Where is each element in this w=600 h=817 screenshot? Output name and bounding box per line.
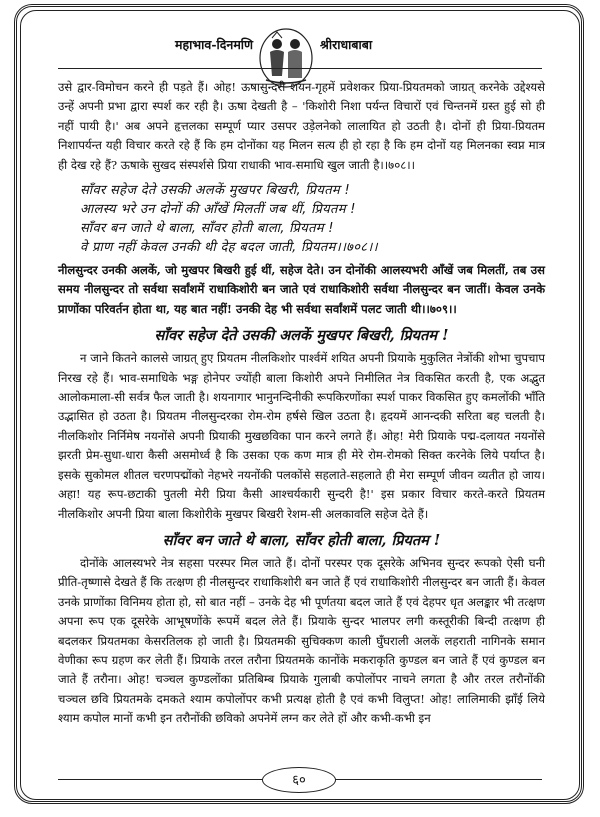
paragraph-2: नीलसुन्दर उनकी अलकें, जो मुखपर बिखरी हुई थीं, सहेज देते। उन दोनोंकी आलस्यभरी आँखें जब मिलतीं, तब उस समय नीलसुन्दर तो सर्वथा सर्वांशमें राधाकिशोरी बन जाते एवं राधाकिशोरी सर्वथा नीलसुन्दर बन जातीं। केवल उनके प्राणोंका परिवर्तन होता था, यह बात नहीं! उनकी देह भी सर्वथा सर्वांशमें पलट जाती थी।।७०९।। — [58, 263, 545, 316]
verse-line-2: आलस्य भरे उन दोनों की आँखें मिलतीं जब थीं, प्रियतम ! — [80, 202, 356, 218]
verse-line-1: साँवर सहेज देते उसकी अलकें मुखपर बिखरी, प्रियतम ! — [80, 183, 350, 199]
section-heading-2: साँवर बन जाते थे बाला, साँवर होती बाला, प्रियतम ! — [162, 531, 441, 549]
verse-line-3: साँवर बन जाते थे बाला, साँवर होती बाला, प्रियतम ! — [80, 221, 334, 237]
page-content — [58, 78, 545, 729]
header-book-title: महाभाव-दिनमणि — [175, 37, 254, 52]
paragraph-3: न जाने कितने कालसे जाग्रत् हुए प्रियतम नीलकिशोर पार्श्वमें शयित अपनी प्रियाके मुकुलित नेत्रोंकी शोभा चुपचाप निरख रहे हैं। भाव-समाधिके भङ्ग होनेपर ज्योंही बाला किशोरी अपने निमीलित नेत्र विकसित करती है, एक अद्भुत आलोकमाला-सी सर्वत्र फैल जाती है। शयनागार भानुनन्दिनीकी रूपकिरणोंका स्पर्श पाकर विकसित हुए कमलोंकी भाँति उद्भासित हो उठता है। प्रियतम नीलसुन्दरका रोम-रोम हर्षसे खिल उठता है। हृदयमें आनन्दकी सरिता बह चलती है। नीलकिशोर निर्निमेष नयनोंसे अपनी प्रियाकी मुखछविका पान करने लगते हैं। ओह! मेरी प्रियाके पद्म-दलायत नयनोंसे झरती प्रेम-सुधा-धारा कैसी असमोर्ध्व है कि उसका एक कण मात्र ही मेरे रोम-रोमको सिक्त करनेके लिये पर्याप्त है। इसके सुकोमल शीतल चरणपद्मोंको नेहभरे नयनोंकी पलकोंसे सहलाते-सहलाते ही मेरा सम्पूर्ण जीवन व्यतीत हो जाय। अहा! यह रूप-छटाकी पुतली मेरी प्रिया कैसी आश्चर्यकारी सुन्दरी है!' इस प्रकार विचार करते-करते प्रियतम नीलकिशोर अपनी प्रिया बाला किशोरीके मुखपर बिखरी रेशम-सी अलकावलि सहेज देते हैं। — [58, 351, 546, 521]
section-heading-1: साँवर सहेज देते उसकी अलकें मुखपर बिखरी, प्रियतम ! — [154, 327, 449, 345]
handwritten-verse — [80, 181, 545, 257]
verse-line-4: वे प्राण नहीं केवल उनकी थी देह बदल जाती, प्रियतम।।७०८।। — [80, 240, 378, 256]
header-rule — [58, 68, 542, 69]
paragraph-4: दोनोंके आलस्यभरे नेत्र सहसा परस्पर मिल जाते हैं। दोनों परस्पर एक दूसरेके अभिनव सुन्दर रूपको ऐसी घनी प्रीति-तृष्णासे देखते हैं कि तत्क्षण ही नीलसुन्दर राधाकिशोरी बन जाते हैं एवं राधाकिशोरी नीलसुन्दर बन जाती हैं। केवल उनके प्राणोंका विनिमय होता हो, सो बात नहीं – उनके देह भी पूर्णतया बदल जाते हैं एवं देहपर धृत अलङ्कार भी तत्क्षण अपना रूप एक दूसरेके आभूषणोंके रूपमें बदल लेते हैं। प्रियाके सुन्दर भालपर लगी कस्तूरीकी बिन्दी तत्क्षण ही बदलकर प्रियतमका केसरतिलक हो जाती है। प्रियतमकी सुचिक्कण काली घुँघराली अलकें लहराती नागिनके समान वेणीका रूप ग्रहण कर लेती हैं। प्रियाके तरल तरौना प्रियतमके कानोंके मकराकृति कुण्डल बन जाते हैं एवं कुण्डल बन जाते हैं तरौना। ओह! चञ्चल कुण्डलोंका प्रतिबिम्ब प्रियाके गुलाबी कपोलोंपर नाचने लगता है और तरल तरौनोंकी चञ्चल छवि प्रियतमके दमकते श्याम कपोलोंपर कभी प्रत्यक्ष होती है एवं कभी विलुप्त! ओह! लालिमाकी झाँई लिये श्याम कपोल मानों कभी इन तरौनोंकी छविको अपनेमें लग्न कर लेते हों और कभी-कभी इन — [58, 555, 545, 726]
page-number: ६० — [262, 767, 336, 793]
paragraph-1: उसे द्वार-विमोचन करने ही पड़ते हैं। ओह! ऊषासुन्दरी शयन-गृहमें प्रवेशकर प्रिया-प्रियतमको जाग्रत् करनेके उद्देश्यसे उन्हें अपनी प्रभा द्वारा स्पर्श कर रही है। ऊषा देखती है – 'किशोरी निशा पर्यन्त विचारों एवं चिन्तनमें ग्रस्त हुई सो ही नहीं पायी है।' अब अपने हृत्तलका सम्पूर्ण प्यार उसपर उड़ेलनेको लालायित हो उठती है। दोनों ही प्रिया-प्रियतम निशापर्यन्त यही विचार करते रहे हैं कि हम दोनोंका यह मिलन सत्य ही हो रहा है कि हम दोनों यह मिलनका स्वप्न मात्र ही देख रहे हैं? ऊषाके सुखद संस्पर्शसे प्रिया राधाकी भाव-समाधि खुल जाती है।।७०८।। — [58, 80, 545, 172]
header-author: श्रीराधाबाबा — [320, 37, 373, 52]
page-header — [0, 26, 600, 56]
